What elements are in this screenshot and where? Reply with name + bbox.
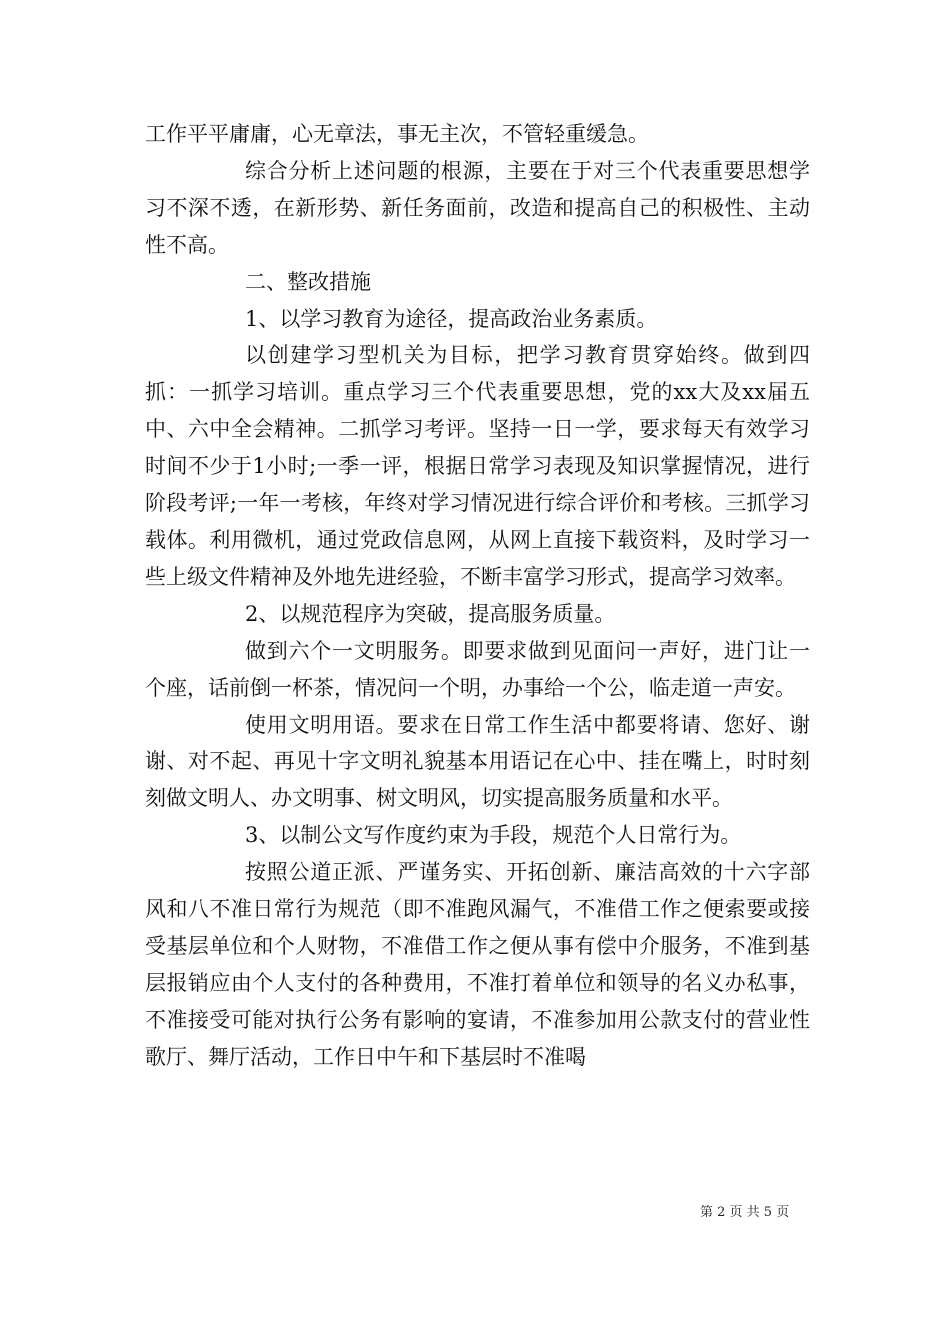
- page-number: 第 2 页 共 5 页: [700, 1205, 790, 1220]
- measure-heading-2: 2、以规范程序为突破，提高服务质量。: [245, 601, 616, 626]
- document-body: [145, 116, 810, 1076]
- paragraph-analysis: 综合分析上述问题的根源，主要在于对三个代表重要思想学习不深不透，在新形势、新任务面前，改造和提高自己的积极性、主动性不高。: [145, 158, 810, 257]
- measure-heading-1: 1、以学习教育为途径，提高政治业务素质。: [245, 306, 658, 331]
- paragraph-language: 使用文明用语。要求在日常工作生活中都要将请、您好、谢谢、对不起、再见十字文明礼貌基本用语记在心中、挂在嘴上，时时刻刻做文明人、办文明事、树文明风，切实提高服务质量和水平。: [145, 712, 810, 811]
- paragraph-measure-1: 以创建学习型机关为目标，把学习教育贯穿始终。做到四抓：一抓学习培训。重点学习三个代表重要思想，党的xx大及xx届五中、六中全会精神。二抓学习考评。坚持一日一学，要求每天有效学习时间不少于1小时;一季一评，根据日常学习表现及知识掌握情况，进行阶段考评;一年一考核，年终对学习情况进行综合评价和考核。三抓学习载体。利用微机，通过党政信息网，从网上直接下载资料，及时学习一些上级文件精神及外地先进经验，不断丰富学习形式，提高学习效率。: [145, 343, 810, 589]
- paragraph-service: 做到六个一文明服务。即要求做到见面问一声好，进门让一个座，话前倒一杯茶，情况问一个明，办事给一个公，临走道一声安。: [145, 638, 810, 700]
- section-heading: 二、整改措施: [245, 269, 371, 294]
- measure-heading-3: 3、以制公文写作度约束为手段，规范个人日常行为。: [245, 823, 742, 848]
- paragraph-continuation: 工作平平庸庸，心无章法，事无主次，不管轻重缓急。: [145, 122, 649, 146]
- paragraph-conduct: 按照公道正派、严谨务实、开拓创新、廉洁高效的十六字部风和八不准日常行为规范（即不准跑风漏气，不准借工作之便索要或接受基层单位和个人财物，不准借工作之便从事有偿中介服务，不准到基层报销应由个人支付的各种费用，不准打着单位和领导的名义办私事，不准接受可能对执行公务有影响的宴请，不准参加用公款支付的营业性歌厅、舞厅活动，工作日中午和下基层时不准喝: [145, 860, 810, 1069]
